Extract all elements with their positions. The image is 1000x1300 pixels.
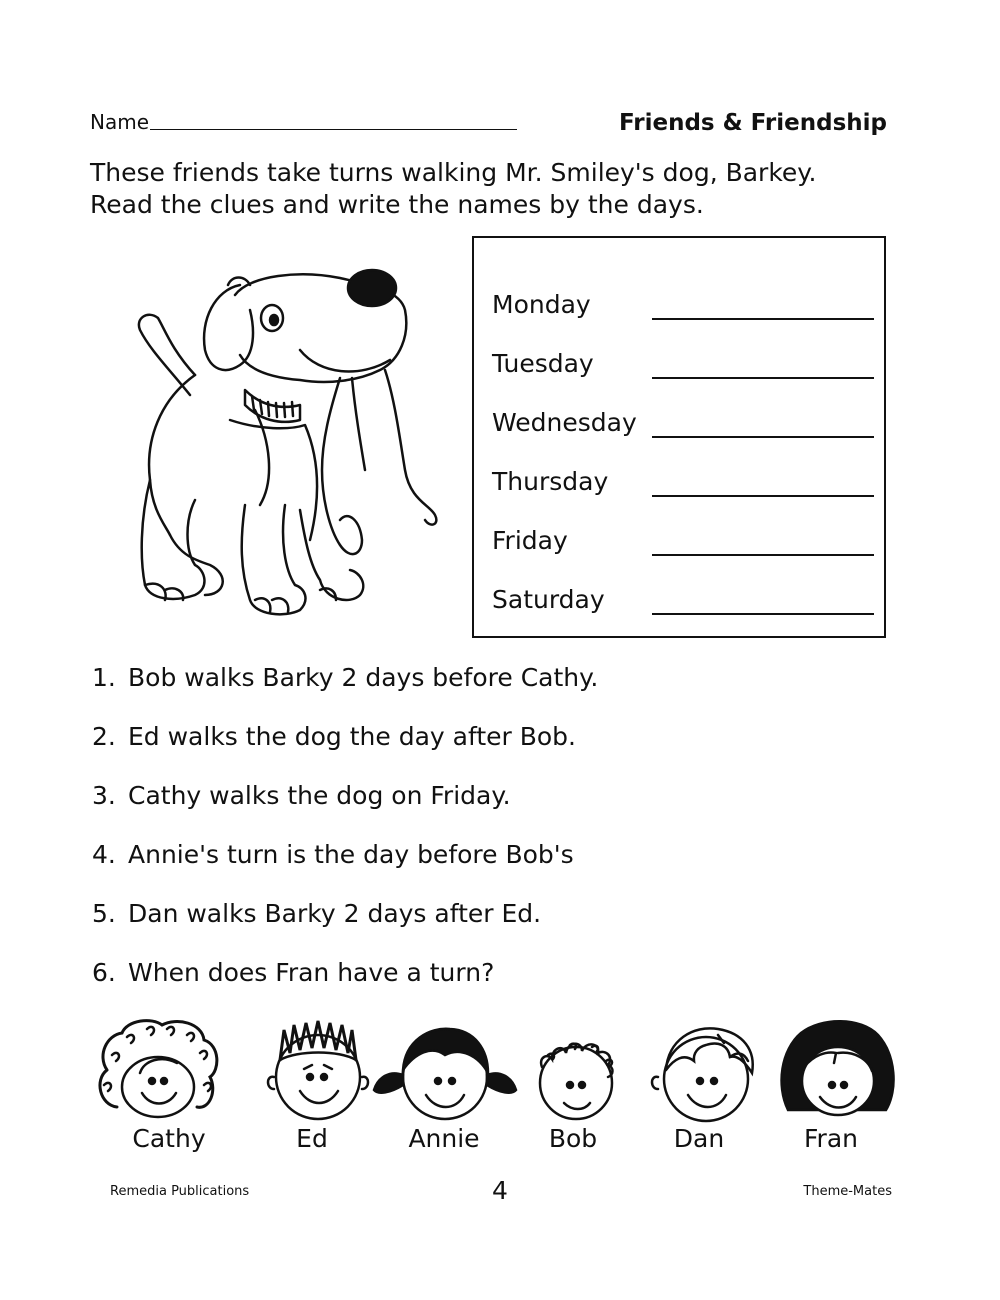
kid-name-cathy: Cathy (132, 1124, 206, 1153)
day-label: Tuesday (492, 349, 594, 378)
name-label: Name (90, 110, 150, 134)
series-name: Theme-Mates (803, 1184, 892, 1199)
clue-text: Annie's turn is the day before Bob's (128, 840, 574, 869)
bob-face-icon (530, 1015, 625, 1125)
day-label: Wednesday (492, 408, 637, 437)
clue-number: 3. (92, 781, 116, 810)
day-label: Monday (492, 290, 591, 319)
clue-item (92, 840, 574, 869)
fran-face-icon (776, 1015, 898, 1125)
answer-line[interactable] (652, 613, 874, 615)
day-row-thursday (492, 467, 876, 507)
annie-face-icon (370, 1015, 520, 1125)
clue-number: 5. (92, 899, 116, 928)
kid-name-fran: Fran (803, 1124, 858, 1153)
day-row-wednesday (492, 408, 876, 448)
day-label: Thursday (492, 467, 609, 496)
clue-text: Cathy walks the dog on Friday. (128, 781, 511, 810)
dog-with-leash-illustration (110, 260, 455, 625)
clue-number: 6. (92, 958, 116, 987)
clue-text: Bob walks Barky 2 days before Cathy. (128, 663, 599, 692)
day-row-monday (492, 290, 876, 330)
clue-number: 1. (92, 663, 116, 692)
intro-line-2: Read the clues and write the names by the days. (90, 190, 704, 219)
day-label: Friday (492, 526, 568, 555)
day-row-saturday (492, 585, 876, 625)
day-row-tuesday (492, 349, 876, 389)
clue-text: When does Fran have a turn? (128, 958, 495, 987)
ed-face-icon (262, 1015, 374, 1125)
clue-number: 2. (92, 722, 116, 751)
answer-line[interactable] (652, 436, 874, 438)
kid-name-annie: Annie (408, 1124, 480, 1153)
clue-item (92, 958, 494, 987)
cathy-face-icon (92, 1015, 224, 1125)
dan-face-icon (648, 1015, 768, 1125)
publisher-credit: Remedia Publications (110, 1184, 250, 1199)
clue-item (92, 663, 598, 692)
clue-text: Ed walks the dog the day after Bob. (128, 722, 576, 751)
answer-line[interactable] (652, 554, 874, 556)
clue-text: Dan walks Barky 2 days after Ed. (128, 899, 542, 928)
kid-name-bob: Bob (548, 1124, 598, 1153)
days-answer-box (472, 236, 886, 638)
day-row-friday (492, 526, 876, 566)
clue-item (92, 899, 541, 928)
clue-item (92, 781, 511, 810)
day-label: Saturday (492, 585, 605, 614)
kid-name-dan: Dan (673, 1124, 725, 1153)
worksheet-title: Friends & Friendship (619, 110, 887, 136)
kid-name-ed: Ed (296, 1124, 328, 1153)
answer-line[interactable] (652, 318, 874, 320)
clue-item (92, 722, 576, 751)
clue-number: 4. (92, 840, 116, 869)
answer-line[interactable] (652, 495, 874, 497)
answer-line[interactable] (652, 377, 874, 379)
name-write-line[interactable] (150, 129, 517, 130)
page-number: 4 (492, 1176, 508, 1205)
intro-line-1: These friends take turns walking Mr. Smiley's dog, Barkey. (90, 158, 817, 187)
